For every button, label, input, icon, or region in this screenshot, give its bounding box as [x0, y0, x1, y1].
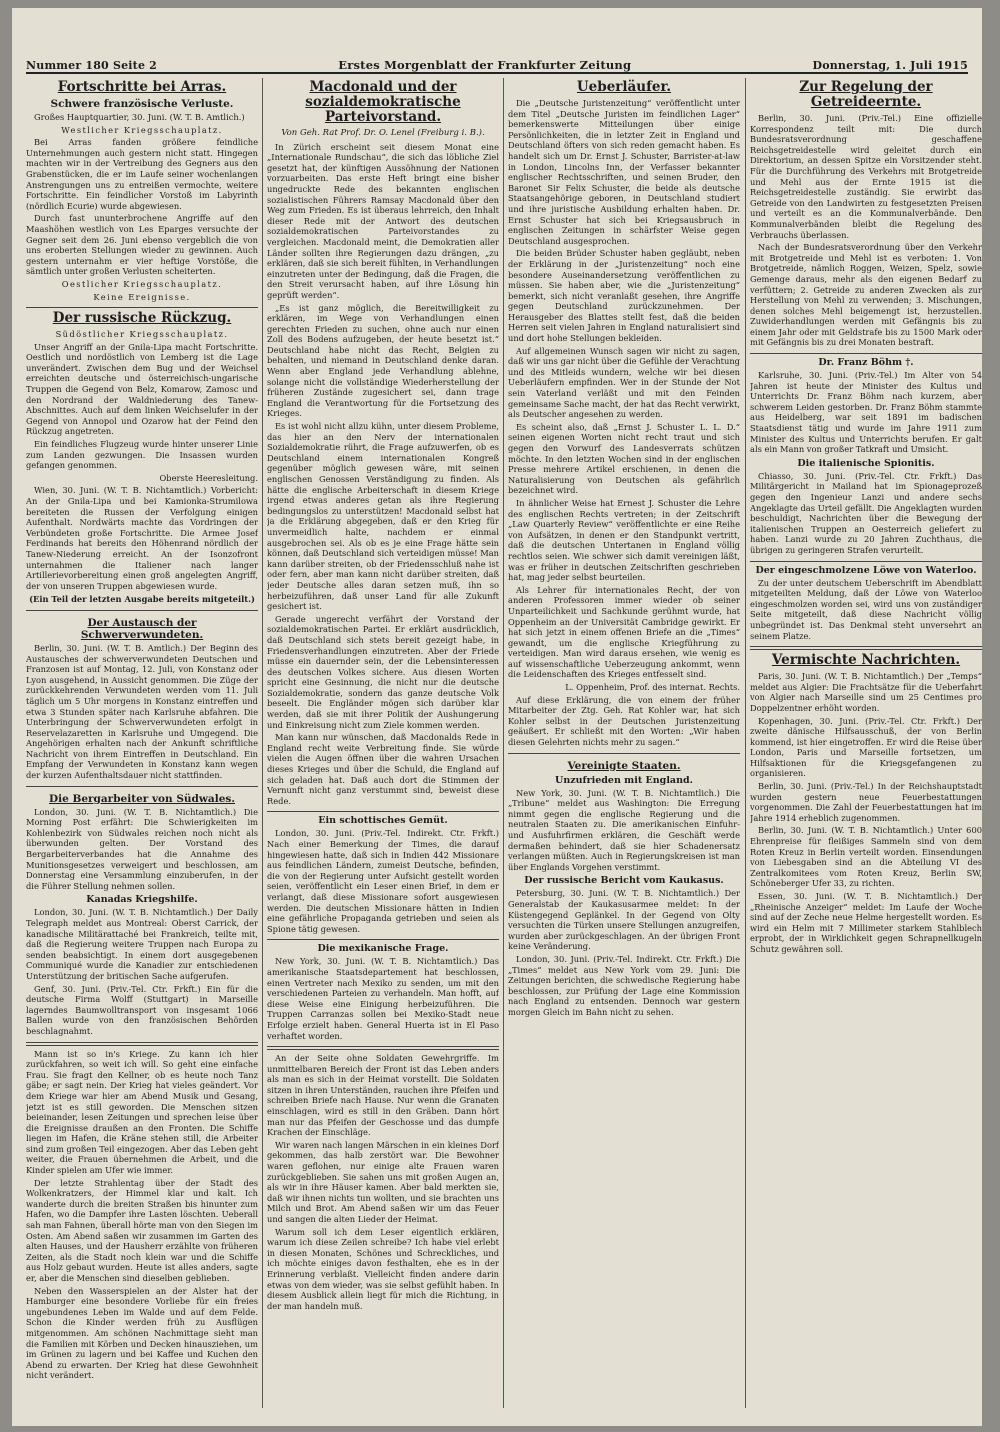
article-paragraph: London, 30. Juni. (Priv.-Tel. Indirekt. Ctr. Frkft.) Nach einer Bemerkung der Times, die darauf hingewiesen hatte, daß sich in Indien 442 Missionare aus feindlichen Ländern, zumeist Deutsche, befinden, die von der Regierung unter Aufsicht gestellt worden seien, veröffentlicht ein Leser einen Brief, in dem er verlangt, daß diese Missionare sofort ausgewiesen werden. Die deutschen Missionare hätten in Indien eine gefährliche Propaganda getrieben und seien als Spione tätig gewesen.	[267, 828, 499, 934]
subheadline: Kanadas Kriegshilfe.	[86, 894, 198, 906]
article-paragraph: Paris, 30. Juni. (W. T. B. Nichtamtlich.) Der „Temps“ meldet aus Algier: Die Frachtsätze für die Ueberfahrt von Algier nach Marseille sind um 25 Centimes pro Doppelzentner erhöht worden.	[750, 671, 982, 713]
column-rule	[745, 78, 746, 1408]
headline: Dr. Franz Böhm †.	[818, 357, 914, 369]
section-label: Oestlicher Kriegsschauplatz.	[61, 278, 223, 289]
divider	[750, 646, 982, 650]
feuilleton-paragraph: Der letzte Strahlentag über der Stadt des Wolkenkratzers, der Himmel klar und kalt. Ich wanderte durch die breiten Straßen bis hinunter zum Hafen, wo die Dampfer ihre Lasten löschten. Ueberall sah man Fahnen, überall hörte man von den Siegen im Osten. Am Abend saßen wir zusammen im Garten des alten Hauses, und der Hausherr erzählte von früheren Zeiten, als die Stadt noch klein war und die Schiffe aus Holz gebaut wurden. Heute ist alles anders, sagte er, aber die Menschen sind dieselben geblieben.	[26, 1177, 258, 1283]
headline: Ueberläufer.	[576, 79, 672, 95]
article-paragraph: London, 30. Juni. (Priv.-Tel. Indirekt. Ctr. Frkft.) Die „Times“ meldet aus New York vom 29. Juni: Die Zeitungen berichten, die schwedische Regierung habe beschlossen, zur Prüfung der Lage eine Kommission nach England zu entsenden. Dennoch war gestern morgen Gleich im Bahn nicht zu sehen.	[508, 953, 740, 1017]
article-paragraph: In Zürich erscheint seit diesem Monat eine „Internationale Rundschau“, die sich das löbliche Ziel gesetzt hat, der künftigen Aussöhnung der Nationen vorzuarbeiten. Das erste Heft bringt eine bisher ungedruckte Rede des bekannten englischen sozialistischen Führers Ramsay Macdonald über den Weg zum Frieden. Es ist überaus lehrreich, den Inhalt dieser Rede mit der Antwort des deutschen sozialdemokratischen Parteivorstandes zu vergleichen. Macdonald meint, die Demokratien aller Länder sollten ihre Regierungen dazu drängen, „zu erklären, daß sie sich bereit fühlten, in Verhandlungen einzutreten unter der Bedingung, daß die Fragen, die den Streit verursacht haben, auf ihre Lösung hin geprüft werden“.	[267, 141, 499, 300]
divider	[508, 753, 740, 754]
article-paragraph: In ähnlicher Weise hat Ernest J. Schuster die Lehre des englischen Rechts vertreten; in der Zeitschrift „Law Quarterly Review“ veröffentlichte er eine Reihe von Aufsätzen, in denen er den Standpunkt vertritt, daß die deutschen Untertanen in England völlig rechtlos seien. Wie schwer sich damit vereinigen läßt, was er früher in deutschen Zeitschriften geschrieben hat, mag jeder selbst beurteilen.	[508, 497, 740, 583]
article-paragraph: Es scheint also, daß „Ernst J. Schuster L. L. D.“ seinen eigenen Worten nicht recht traut und sich gegen den Vorwurf des Landesverrats schützen möchte. In den letzten Wochen sind in der englischen Presse mehrere Artikel erschienen, in denen die Naturalisierung von Deutschen als gefährlich bezeichnet wird.	[508, 421, 740, 496]
article-paragraph: Als Lehrer für internationales Recht, der von anderen Professoren immer wieder ob seiner Unparteilichkeit und Sachkunde gerühmt wurde, hat Oppenheim an der Universität Cambridge gewirkt. Er hat sich jetzt in einem offenen Briefe an die „Times“ gewandt, um die englische Kriegführung zu verteidigen. Man wird daraus ersehen, wie wenig es auf wissenschaftliche Ueberzeugung ankommt, wenn die Leidenschaften des Krieges entfesselt sind.	[508, 584, 740, 680]
divider	[750, 353, 982, 354]
headline: Der russische Rückzug.	[52, 310, 232, 327]
column-rule	[503, 78, 504, 1408]
newspaper-title: Erstes Morgenblatt der Frankfurter Zeitung	[338, 58, 632, 72]
headline: Die Bergarbeiter von Südwales.	[49, 792, 235, 805]
headline: Die mexikanische Frage.	[317, 943, 449, 955]
article-paragraph: Chiasso, 30. Juni. (Priv.-Tel. Ctr. Frkft.) Das Militärgericht in Mailand hat im Spionageprozeß gegen den Ingenieur Lanzi und andere sechs Angeklagte das Urteil gefällt. Die Angeklagten wurden beschuldigt, Nachrichten über die Bewegung der italienischen Truppen an Oesterreich geliefert zu haben. Lanzi wurde zu 20 Jahren Zuchthaus, die übrigen zu geringeren Strafen verurteilt.	[750, 470, 982, 555]
issue-date: Donnerstag, 1. Juli 1915	[812, 59, 968, 72]
headline: Zur Regelung der Getreideernte.	[799, 79, 933, 110]
headline: Der Austausch der Schwerverwundeten.	[80, 616, 204, 641]
article-paragraph: London, 30. Juni. (W. T. B. Nichtamtlich.) Die Morning Post erfährt: Die Schwierigkeiten im Kohlenbezirk von Südwales reichen noch nicht als überwunden gelten. Der Vorstand des Bergarbeiterverbandes hat die Annahme des Munitionsgesetzes verweigert und beschlossen, am Donnerstag eine Versammlung einzuberufen, in der die Führer Stellung nehmen sollen.	[26, 806, 258, 891]
divider	[267, 811, 499, 812]
divider	[750, 561, 982, 562]
feuilleton-paragraph: Mann ist so in's Kriege. Zu kann ich hier zurückfahren, so weit ich will. So geht eine einfache Frau. Sie fragt den Kellner, ob es heute noch Tanz gäbe; er sagt nein. Der Krieg hat vieles geändert. Vor dem Kriege war hier am Abend Musik und Gesang, jetzt ist es still geworden. Die Menschen sitzen beieinander, lesen Zeitungen und sprechen leise über die Ereignisse draußen an den Fronten. Die Schiffe liegen im Hafen, die Kräne stehen still, die Arbeiter sind zum großen Teil eingezogen. Aber das Leben geht weiter, die Frauen übernehmen die Arbeit, und die Kinder spielen am Ufer wie immer.	[26, 1048, 258, 1176]
article-paragraph: Berlin, 30. Juni. (W. T. B. Amtlich.) Der Beginn des Austausches der schwerverwundeten Deutschen und Franzosen ist auf Montag, 12. Juli, von Konstanz oder Lyon ausgehend, in Aussicht genommen. Die Züge der zurückkehrenden Verwundeten werden vom 11. Juli täglich um 5 Uhr morgens in Konstanz eintreffen und etwa 3 Stunden später nach Karlsruhe abfahren. Die Unterbringung der Schwerverwundeten erfolgt in Reservelazaretten in Karlsruhe und Umgegend. Die Angehörigen erhalten nach der Ankunft schriftliche Nachricht von ihrem Eintreffen in Deutschland. Ein Empfang der Verwundeten in Konstanz kann wegen der kurzen Aufenthaltsdauer nicht stattfinden.	[26, 642, 258, 781]
feuilleton-paragraph: Wir waren nach langen Märschen in ein kleines Dorf gekommen, das halb zerstört war. Die Bewohner waren geflohen, nur einige alte Frauen waren zurückgeblieben. Sie sahen uns mit großen Augen an, als wir in ihre Häuser kamen. Aber bald merkten sie, daß wir ihnen nichts tun wollten, und sie brachten uns Milch und Brot. Am Abend saßen wir um das Feuer und sangen die alten Lieder der Heimat.	[267, 1139, 499, 1224]
article-paragraph: Unser Angriff an der Gnila-Lipa macht Fortschritte. Oestlich und nordöstlich von Lemberg ist die Lage unverändert. Zwischen dem Bug und der Weichsel erreichten deutsche und österreichisch-ungarische Truppen die Gegend von Belz, Komarow, Zamosc und den Nordrand der Waldniederung des Tanew-Abschnittes. Auch auf dem linken Weichselufer in der Gegend von Annopol und Ozarow hat der Feind den Rückzug angetreten.	[26, 341, 258, 437]
article-paragraph: New York, 30. Juni. (W. T. B. Nichtamtlich.) Das amerikanische Staatsdepartement hat beschlossen, einen Vertreter nach Mexiko zu senden, um mit den verschiedenen Parteien zu verhandeln. Man hofft, auf diese Weise eine Einigung herbeizuführen. Die Truppen Carranzas sollen bei Mexiko-Stadt neue Erfolge erzielt haben. General Huerta ist in El Paso verhaftet worden.	[267, 956, 499, 1041]
divider	[267, 939, 499, 940]
article-paragraph: Gerade ungerecht verfährt der Vorstand der sozialdemokratischen Partei. Er erklärt ausdrücklich, daß Deutschland sich stets bereit gezeigt habe, in Friedensverhandlungen einzutreten. Aber der Friede müsse ein dauernder sein, der die Lebensinteressen des deutschen Volkes sichere. Aus diesen Worten spricht eine Gesinnung, die nicht nur die deutsche Sozialdemokratie, sondern das ganze deutsche Volk beseelt. Die Engländer mögen sich darüber klar werden, daß sie mit ihrer Politik der Aushungerung und Einkreisung nicht zum Ziele kommen werden.	[267, 613, 499, 730]
headline: Vermischte Nachrichten.	[771, 652, 961, 669]
signature: L. Oppenheim, Prof. des internat. Rechts.	[565, 682, 740, 693]
article-paragraph: Berlin, 30. Juni. (Priv.-Tel.) In der Reichshauptstadt wurden gestern neue Feuerbestattungen vorgenommen. Die Zahl der Feuerbestattungen hat im Jahre 1914 erheblich zugenommen.	[750, 781, 982, 823]
article-paragraph: Auf diese Erklärung, die von einem der früher Mitarbeiter der Ztg. Geh. Rat Kohler war, hat sich Kohler selbst in der Deutschen Juristenzeitung geäußert. Er schließt mit den Worten: „Wir haben diesen Gelehrten nichts mehr zu sagen.“	[508, 694, 740, 748]
headline: Die italienische Spionitis.	[797, 457, 935, 469]
page-header	[26, 52, 968, 74]
subheadline: Unzufrieden mit England.	[555, 774, 693, 786]
signature: Oberste Heeresleitung.	[159, 472, 258, 483]
divider	[26, 786, 258, 787]
column-4	[750, 78, 982, 1408]
headline: Der russische Bericht vom Kaukasus.	[524, 875, 724, 887]
byline: Von Geh. Rat Prof. Dr. O. Lenel (Freiburg i. B.).	[281, 128, 485, 138]
article-paragraph: Kopenhagen, 30. Juni. (Priv.-Tel. Ctr. Frkft.) Der zweite dänische Hilfsausschuß, der von Berlin kommend, ist hier eingetroffen. Er wird die Reise über London, Paris und Marseille fortsetzen, um Hilfsaktionen für die Kriegsgefangenen zu organisieren.	[750, 715, 982, 779]
article-paragraph: „Es ist ganz möglich, die Bereitwilligkeit zu erklären, im Wege von Verhandlungen einen gerechten Frieden zu suchen, ohne auch nur einen Zoll des Bodens aufzugeben, der heute besetzt ist.“ Deutschland habe nicht das Recht, Belgien zu behalten, und niemand in Deutschland denke daran. Wenn aber England jede Verhandlung ablehne, solange nicht die vollständige Wiederherstellung der früheren Zustände zugesichert sei, dann trage England die Verantwortung für die Fortsetzung des Krieges.	[267, 302, 499, 419]
headline: Fortschritte bei Arras.	[57, 79, 227, 95]
headline: Der eingeschmolzene Löwe von Waterloo.	[755, 564, 977, 576]
article-paragraph: Ein feindliches Flugzeug wurde hinter unserer Linie zum Landen gezwungen. Die Insassen wurden gefangen genommen.	[26, 439, 258, 471]
article-paragraph: Karlsruhe, 30. Juni. (Priv.-Tel.) Im Alter von 54 Jahren ist heute der Minister des Kultus und Unterrichts Dr. Franz Böhm nach kurzem, aber schwerem Leiden gestorben. Dr. Franz Böhm stammte aus Heidelberg, war seit 1891 im badischen Staatsdienst tätig und wurde im Jahre 1911 zum Minister des Kultus und Unterrichts berufen. Er galt als ein Mann von großer Tatkraft und Umsicht.	[750, 370, 982, 455]
headline: Ein schottisches Gemüt.	[318, 815, 448, 827]
divider	[26, 610, 258, 611]
headline: Vereinigte Staaten.	[567, 759, 681, 772]
column-1	[26, 78, 258, 1408]
newspaper-page	[12, 8, 982, 1426]
divider	[26, 307, 258, 308]
article-paragraph: Es ist wohl nicht allzu kühn, unter diesem Probleme, das hier an den Nerv der internationalen Sozialdemokratie rührt, die Frage aufzuwerfen, ob es Deutschland einem internationalen Kongreß gegenüber möglich gewesen wäre, mit seinen englischen Genossen Verständigung zu finden. Als hätte die englische Arbeiterschaft in diesem Kriege irgend etwas anderes getan als ihre Regierung bedingungslos zu unterstützen! Macdonald selbst hat ja die Erklärung abgegeben, daß er den Krieg für unvermeidlich halte, nachdem er einmal ausgebrochen sei. Als ob es je eine Frage hätte sein können, daß Deutschland sich verteidigen müsse! Man kann darüber streiten, ob der Friedensschluß nahe ist oder fern, aber man kann nicht darüber streiten, daß jeder Deutsche alles daran setzen muß, ihn so herbeizuführen, daß unser Land für alle Zukunft gesichert ist.	[267, 421, 499, 612]
article-paragraph: Die „Deutsche Juristenzeitung“ veröffentlicht unter dem Titel „Deutsche Juristen im feindlichen Lager“ bemerkenswerte Mitteilungen über einige Persönlichkeiten, die in letzter Zeit in England und Deutschland öfters von sich reden gemacht haben. Es handelt sich um Dr. Ernst J. Schuster, Barrister-at-law in London, Lincolns Inn, der Verfasser bekannter englischer Rechtsschriften, und seinen Bruder, den Baronet Sir Felix Schuster, die beide als deutsche Staatsangehörige geboren, in Deutschland studiert und ihre juristische Ausbildung erhalten haben. Dr. Ernst Schuster hat sich bei Kriegsausbruch in englischen Zeitungen in schärfster Weise gegen Deutschland ausgesprochen.	[508, 98, 740, 246]
column-3	[508, 78, 740, 1408]
headline: Macdonald und der sozialdemokratische Parteivorstand.	[305, 79, 461, 125]
article-paragraph: Die beiden Brüder Schuster haben gegläubt, neben der Erklärung in der „Juristenzeitung“ noch eine besondere Auseinandersetzung veröffentlichen zu müssen. Sie haben aber, wie die „Juristenzeitung“ bemerkt, sich nicht veranlaßt gesehen, ihre Angriffe gegen Deutschland zurückzunehmen. Der Herausgeber des Blattes stellt fest, daß die beiden Herren seit vielen Jahren in England naturalisiert sind und dort hohe Stellungen bekleiden.	[508, 248, 740, 344]
article-paragraph: Zu der unter deutschem Ueberschrift im Abendblatt mitgeteilten Meldung, daß der Löwe von Waterloo eingeschmolzen worden sei, wird uns von zuständiger Seite mitgeteilt, daß diese Nachricht völlig unbegründet ist. Das Denkmal steht unversehrt an seinem Platze.	[750, 577, 982, 641]
article-paragraph: Durch fast ununterbrochene Angriffe auf den Maashöhen westlich von Les Eparges versuchte der Gegner seit dem 26. Juni ebenso vergeblich die von uns eroberten Stellungen wieder zu gewinnen. Auch gestern unternahm er vier heftige Vorstöße, die sämtlich unter großen Verlusten scheiterten.	[26, 213, 258, 277]
subheadline: Schwere französische Verluste.	[50, 98, 234, 110]
article-paragraph: London, 30. Juni. (W. T. B. Nichtamtlich.) Der Daily Telegraph meldet aus Montreal: Oberst Carrick, der kanadische Militärattaché bei Frankreich, teilte mit, daß die Regierung weitere Truppen nach Europa zu senden beabsichtigt. In einem dort ausgegebenen Communiqué wurde die Kanadier zur entschiedenen Unterstützung der britischen Sache aufgerufen.	[26, 907, 258, 981]
feuilleton-rule	[267, 1046, 499, 1050]
feuilleton-rule	[26, 1042, 258, 1046]
section-label: Südöstlicher Kriegsschauplatz.	[55, 329, 229, 340]
article-paragraph: Berlin, 30. Juni. (W. T. B. Nichtamtlich.) Unter 600 Ehrenpreise für fleißiges Sammeln sind von dem Roten Kreuz in Berlin verteilt worden. Einsendungen von Liebesgaben sind an die Abteilung VI des Zentralkomitees vom Roten Kreuz, Berlin SW, Schöneberger Ufer 33, zu richten.	[750, 825, 982, 889]
section-label: Westlicher Kriegsschauplatz.	[61, 124, 223, 135]
column-rule	[262, 78, 263, 1408]
article-paragraph: Berlin, 30. Juni. (Priv.-Tel.) Eine offizielle Korrespondenz teilt mit: Die durch Bundesratsverordnung geschaffene Reichsgetreidestelle wird geleitet durch ein Direktorium, an dessen Spitze ein Vorsitzender steht. Für die Durchführung des Verkehrs mit Brotgetreide und Mehl aus der Ernte 1915 ist die Reichsgetreidestelle zuständig. Sie erwirbt das Getreide von den Landwirten zu festgesetzten Preisen und verteilt es an die Kommunalverbände. Den Kommunalverbänden bleibt die Regelung des Verbrauchs überlassen.	[750, 113, 982, 240]
article-paragraph: New York, 30. Juni. (W. T. B. Nichtamtlich.) Die „Tribune“ meldet aus Washington: Die Erregung nimmt gegen die englische Regierung und die neutralen Staaten zu. Die amerikanischen Einfuhr- und Ausfuhrfirmen erklären, die Geschäft werde dermaßen behindert, daß sie hier Schadenersatz verlangen müßten. Auch in Regierungskreisen ist man über Englands Vorgehen verstimmt.	[508, 787, 740, 872]
article-paragraph: Bei Arras fanden größere feindliche Unternehmungen auch gestern nicht statt. Hingegen machten wir in der Vertreibung des Gegners aus den Grabenstücken, die er im Laufe seiner wochenlangen Anstrengungen uns zu entreißen vermochte, weitere Fortschritte. Ein feindlicher Vorstoß im Labyrinth (nördlich Ecurie) wurde abgewiesen.	[26, 137, 258, 211]
dateline: Großes Hauptquartier, 30. Juni. (W. T. B. Amtlich.)	[34, 112, 245, 122]
article-paragraph: Auf allgemeinen Wunsch sagen wir nicht zu sagen, daß wir uns gar nicht über die Gefühle der Verachtung und des Mitleids wundern, welche wir bei diesen Ueberläufern empfinden. Wer in der Stunde der Not sein Vaterland verläßt und mit den Feinden gemeinsame Sache macht, der hat das Recht verwirkt, als Deutscher angesehen zu werden.	[508, 345, 740, 420]
article-paragraph: Wien, 30. Juni. (W. T. B. Nichtamtlich.) Vorbericht: An der Gnila-Lipa und bei Kamionka-Strumilowa bereiteten die Russen der Verfolgung einigen Aufenthalt. Nordwärts machte das Vordringen der Verbündeten große Fortschritte. Die Armee Josef Ferdinands hat bereits den Höhenrand nördlich der Tanew-Niederung erreicht. An der Isonzofront unternahmen die Italiener nach langer Artillerievorbereitung einen groß angelegten Angriff, der von unseren Truppen abgewiesen wurde.	[26, 485, 258, 591]
feuilleton-paragraph: An der Seite ohne Soldaten Gewehrgriffe. Im unmittelbaren Bereich der Front ist das Leben anders als man es sich in der Heimat vorstellt. Die Soldaten sitzen in ihren Unterständen, rauchen ihre Pfeifen und schreiben Briefe nach Hause. Nur wenn die Granaten einschlagen, wird es still in den Gräben. Dann hört man nur das Pfeifen der Geschosse und das dumpfe Krachen der Einschläge.	[267, 1053, 499, 1138]
article-paragraph: Nach der Bundesratsverordnung über den Verkehr mit Brotgetreide und Mehl ist es verboten: 1. Von Brotgetreide, nämlich Roggen, Weizen, Spelz, sowie Gemenge daraus, mehr als den eigenen Bedarf zu verfüttern; 2. Getreide zu anderen Zwecken als zur Herstellung von Mehl zu verwenden; 3. Mischungen, denen solches Mehl beigemengt ist, herzustellen. Zuwiderhandlungen werden mit Gefängnis bis zu einem Jahr oder mit Geldstrafe bis zu 1500 Mark oder mit Gefängnis bis zu drei Monaten bestraft.	[750, 242, 982, 348]
feuilleton-paragraph: Warum soll ich dem Leser eigentlich erklären, warum ich diese Zeilen schreibe? Ich habe viel erlebt in diesen Monaten, Schönes und Schreckliches, und ich möchte einiges davon festhalten, ehe es in der Erinnerung verblaßt. Vielleicht finden andere darin etwas von dem wieder, was sie selbst gefühlt haben. In diesem Ausblick allein liegt für mich die Richtung, in der man handeln muß.	[267, 1226, 499, 1311]
article-paragraph: Essen, 30. Juni. (W. T. B. Nichtamtlich.) Der „Rheinische Anzeiger“ meldet: Im Laufe der Woche sind auf der Zeche neue Helme hergestellt worden. Es wird ein Helm mit 7 Millimeter starkem Stahlblech erprobt, der in Wirklichkeit gegen Schrapnellkugeln Schutz gewähren soll.	[750, 891, 982, 954]
feuilleton-paragraph: Neben den Wasserspielen an der Alster hat der Hamburger eine besondere Vorliebe für ein freies ungebundenes Leben im Walde und auf dem Felde. Schon die Kinder werden früh zu Ausflügen mitgenommen. Am schönen Nachmittage sieht man die Familien mit Körben und Decken hinausziehen, um im Grünen zu lagern und bei Kaffee und Kuchen den Abend zu erwarten. Der Krieg hat diese Gewohnheit nicht verändert.	[26, 1285, 258, 1381]
page-number: Nummer 180 Seite 2	[26, 59, 158, 72]
section-label: Keine Ereignisse.	[93, 291, 191, 302]
article-paragraph: Petersburg, 30. Juni. (W. T. B. Nichtamtlich.) Der Generalstab der Kaukasusarmee meldet: In der Küstengegend Geplänkel. In der Gegend von Olty versuchten die Türken unsere Stellungen anzugreifen, wurden aber zurückgeschlagen. An der übrigen Front keine Veränderung.	[508, 888, 740, 952]
article-paragraph: Genf, 30. Juni. (Priv.-Tel. Ctr. Frkft.) Ein für die deutsche Firma Wolff (Stuttgart) in Marseille lagerndes Baumwolltransport von insgesamt 1066 Ballen wurde von den französischen Behörden beschlagnahmt.	[26, 983, 258, 1036]
article-paragraph: Man kann nur wünschen, daß Macdonalds Rede in England recht weite Verbreitung finde. Sie würde vielen die Augen öffnen über die wahren Ursachen dieses Krieges und über die Schuld, die England auf sich geladen hat. Daß auch dort die Stimmen der Vernunft nicht ganz verstummt sind, beweist diese Rede.	[267, 732, 499, 806]
editorial-note: (Ein Teil der letzten Ausgabe bereits mitgeteilt.)	[29, 594, 255, 605]
column-2	[267, 78, 499, 1408]
